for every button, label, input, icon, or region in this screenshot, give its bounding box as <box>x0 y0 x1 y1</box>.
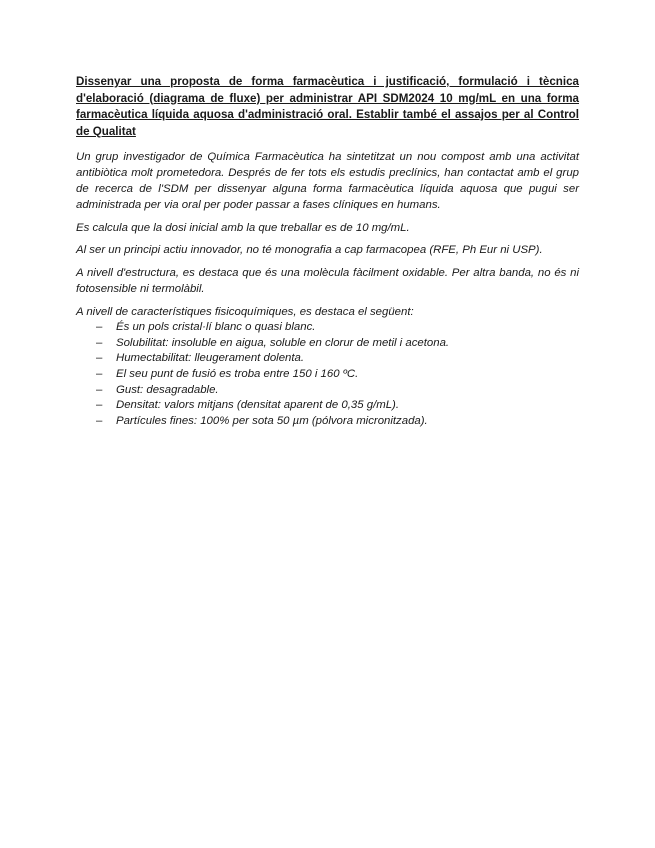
dash-bullet: – <box>96 415 103 428</box>
paragraph-dose: Es calcula que la dosi inicial amb la que treballar es de 10 mg/mL. <box>76 221 410 234</box>
dash-bullet: – <box>96 336 103 349</box>
features-intro: A nivell de característiques fisicoquímiques, es destaca el següent: <box>76 305 414 318</box>
dash-bullet: – <box>96 320 103 333</box>
document-title: Dissenyar una proposta de forma farmacèutica i justificació, formulació i tècnica d'elaboració (diagrama de fluxe) per administrar API SDM2024 10 mg/mL en una forma farmacèutica líquida aquosa d'administració oral. Establir també el assajos per al Control de Qualitat <box>76 75 579 138</box>
list-item-text: El seu punt de fusió es troba entre 150 i 160 ºC. <box>116 367 359 380</box>
paragraph-context: Un grup investigador de Química Farmacèutica ha sintetitzat un nou compost amb una activitat antibiòtica molt prometedora. Després de fer tots els estudis preclínics, han contactat amb el grup de recerca de l'SDM per dissenyar alguna forma farmacèutica líquida aquosa que pugui ser administrada per via oral per poder passar a fases clíniques en humans. <box>76 151 579 212</box>
feature-list <box>76 320 579 430</box>
list-item <box>76 336 579 352</box>
list-item <box>76 351 579 367</box>
list-item <box>76 398 579 414</box>
list-item <box>76 320 579 336</box>
paragraph-structure: A nivell d'estructura, es destaca que és una molècula fàcilment oxidable. Per altra banda, no és ni fotosensible ni termolàbil. <box>76 267 579 296</box>
list-item-text: Partícules fines: 100% per sota 50 µm (pólvora micronitzada). <box>116 415 428 428</box>
paragraph-monograph: Al ser un principi actiu innovador, no té monografia a cap farmacopea (RFE, Ph Eur ni USP). <box>76 244 543 257</box>
list-item-text: Densitat: valors mitjans (densitat aparent de 0,35 g/mL). <box>116 399 400 412</box>
list-item <box>76 367 579 383</box>
dash-bullet: – <box>96 367 103 380</box>
list-item-text: És un pols cristal·lí blanc o quasi blanc. <box>116 320 316 333</box>
list-item <box>76 383 579 399</box>
dash-bullet: – <box>96 383 103 396</box>
dash-bullet: – <box>96 399 103 412</box>
dash-bullet: – <box>96 352 103 365</box>
list-item-text: Solubilitat: insoluble en aigua, soluble en clorur de metil i acetona. <box>116 336 450 349</box>
list-item-text: Gust: desagradable. <box>116 383 219 396</box>
document-page <box>76 74 579 430</box>
list-item-text: Humectabilitat: lleugerament dolenta. <box>116 352 305 365</box>
list-item <box>76 414 579 430</box>
